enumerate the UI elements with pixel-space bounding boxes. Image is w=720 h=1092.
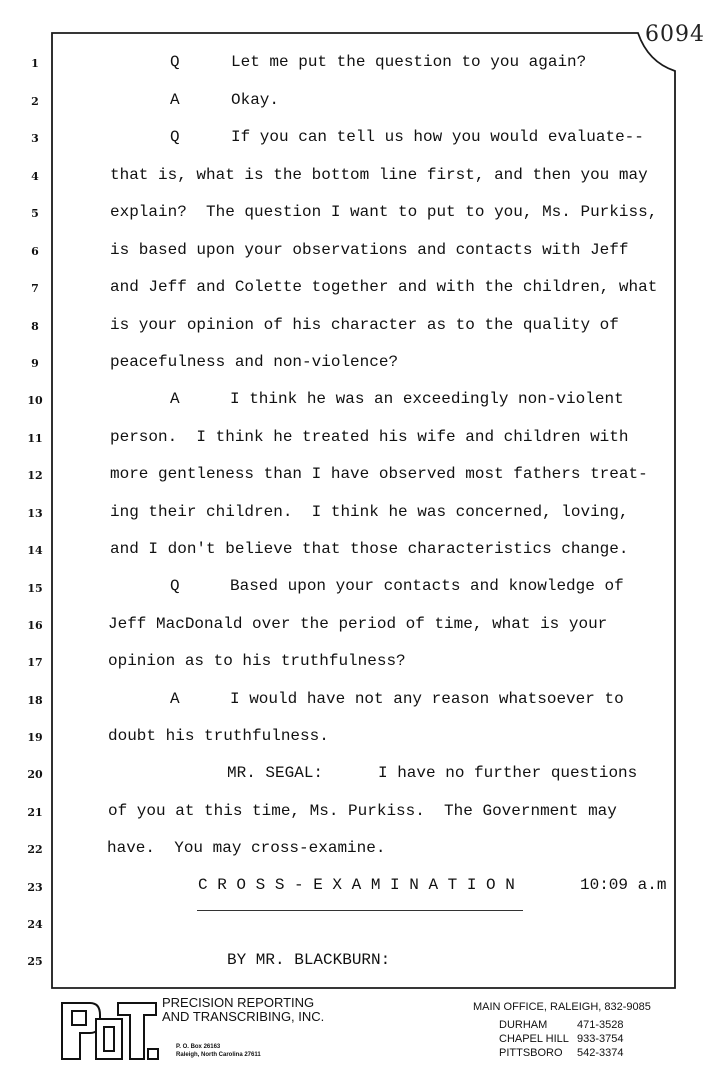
line-number: 8 [31,320,39,333]
speaker-label: Q [170,128,180,146]
speaker-label: MR. SEGAL: [227,764,324,782]
page-number: 6094 [645,22,705,47]
transcript-line: that is, what is the bottom line first, and then you may [110,166,648,184]
line-number: 5 [31,207,39,220]
office-phone: 471-3528 [577,1019,624,1031]
line-number: 21 [27,806,43,819]
transcript-line: is your opinion of his character as to the quality of [110,316,619,334]
line-number: 9 [31,357,39,370]
line-number: 25 [27,955,43,968]
line-number: 16 [27,619,43,632]
transcript-line: and I don't believe that those characteristics change. [110,540,629,558]
office-phone: 542-3374 [577,1047,624,1059]
line-number: 2 [31,95,39,108]
transcript-line: I would have not any reason whatsoever to [230,690,624,708]
line-number: 15 [27,582,43,595]
office-city: CHAPEL HILL [499,1033,569,1045]
speaker-label: Q [170,53,180,71]
transcript-line: peacefulness and non-violence? [110,353,399,371]
company-name [162,996,324,1024]
company-name-line1: PRECISION REPORTING [162,995,315,1010]
line-number: 14 [27,544,43,557]
office-row [499,1046,624,1060]
line-number: 1 [31,57,39,70]
office-row [499,1018,624,1032]
transcript-line: Okay. [231,91,280,109]
section-heading: C R O S S - E X A M I N A T I O N [198,876,515,894]
heading-underline [197,910,523,911]
main-office: MAIN OFFICE, RALEIGH, 832-9085 [473,1001,651,1013]
line-number: 6 [31,245,39,258]
address-line1: P. O. Box 26163 [176,1044,221,1050]
line-number: 7 [31,282,39,295]
office-row [499,1032,624,1046]
company-name-line2: AND TRANSCRIBING, INC. [162,1009,325,1024]
transcript-line: I think he was an exceedingly non-violent [230,390,624,408]
speaker-label: A [170,91,180,109]
transcript-line: BY MR. BLACKBURN: [227,951,391,969]
transcript-line: Based upon your contacts and knowledge of [230,577,624,595]
transcript-line: is based upon your observations and contacts with Jeff [110,241,629,259]
line-number: 23 [27,881,43,894]
transcript-line: more gentleness than I have observed most fathers treat- [110,465,648,483]
transcript-line: ing their children. I think he was concerned, loving, [110,503,629,521]
office-phone: 933-3754 [577,1033,624,1045]
transcript-line: doubt his truthfulness. [108,727,329,745]
office-city: PITTSBORO [499,1047,563,1059]
line-number: 24 [27,918,43,931]
address-line2: Raleigh, North Carolina 27611 [176,1052,261,1058]
line-number: 4 [31,170,39,183]
transcript-line: opinion as to his truthfulness? [108,652,406,670]
line-number: 12 [27,469,43,482]
transcript-line: and Jeff and Colette together and with the children, what [110,278,658,296]
company-address [176,1043,261,1059]
transcript-line: If you can tell us how you would evaluate-- [231,128,644,146]
company-logo-icon [60,999,160,1063]
line-number: 10 [27,394,43,407]
line-number: 20 [27,768,43,781]
line-number: 11 [27,432,43,445]
line-number: 3 [31,132,39,145]
transcript-line: Jeff MacDonald over the period of time, what is your [108,615,608,633]
line-number: 22 [27,843,43,856]
speaker-label: Q [170,577,180,595]
line-number: 18 [27,694,43,707]
transcript-line: I have no further questions [378,764,638,782]
transcript-line: of you at this time, Ms. Purkiss. The Government may [108,802,617,820]
transcript-line: have. You may cross-examine. [107,839,386,857]
transcript-line: person. I think he treated his wife and children with [110,428,629,446]
transcript-line: explain? The question I want to put to you, Ms. Purkiss, [110,203,658,221]
transcript-line: Let me put the question to you again? [231,53,587,71]
line-number: 13 [27,507,43,520]
line-number: 19 [27,731,43,744]
branch-offices [499,1018,624,1060]
timestamp: 10:09 a.m [580,876,667,894]
speaker-label: A [170,690,180,708]
line-number: 17 [27,656,43,669]
office-city: DURHAM [499,1019,548,1031]
speaker-label: A [170,390,180,408]
